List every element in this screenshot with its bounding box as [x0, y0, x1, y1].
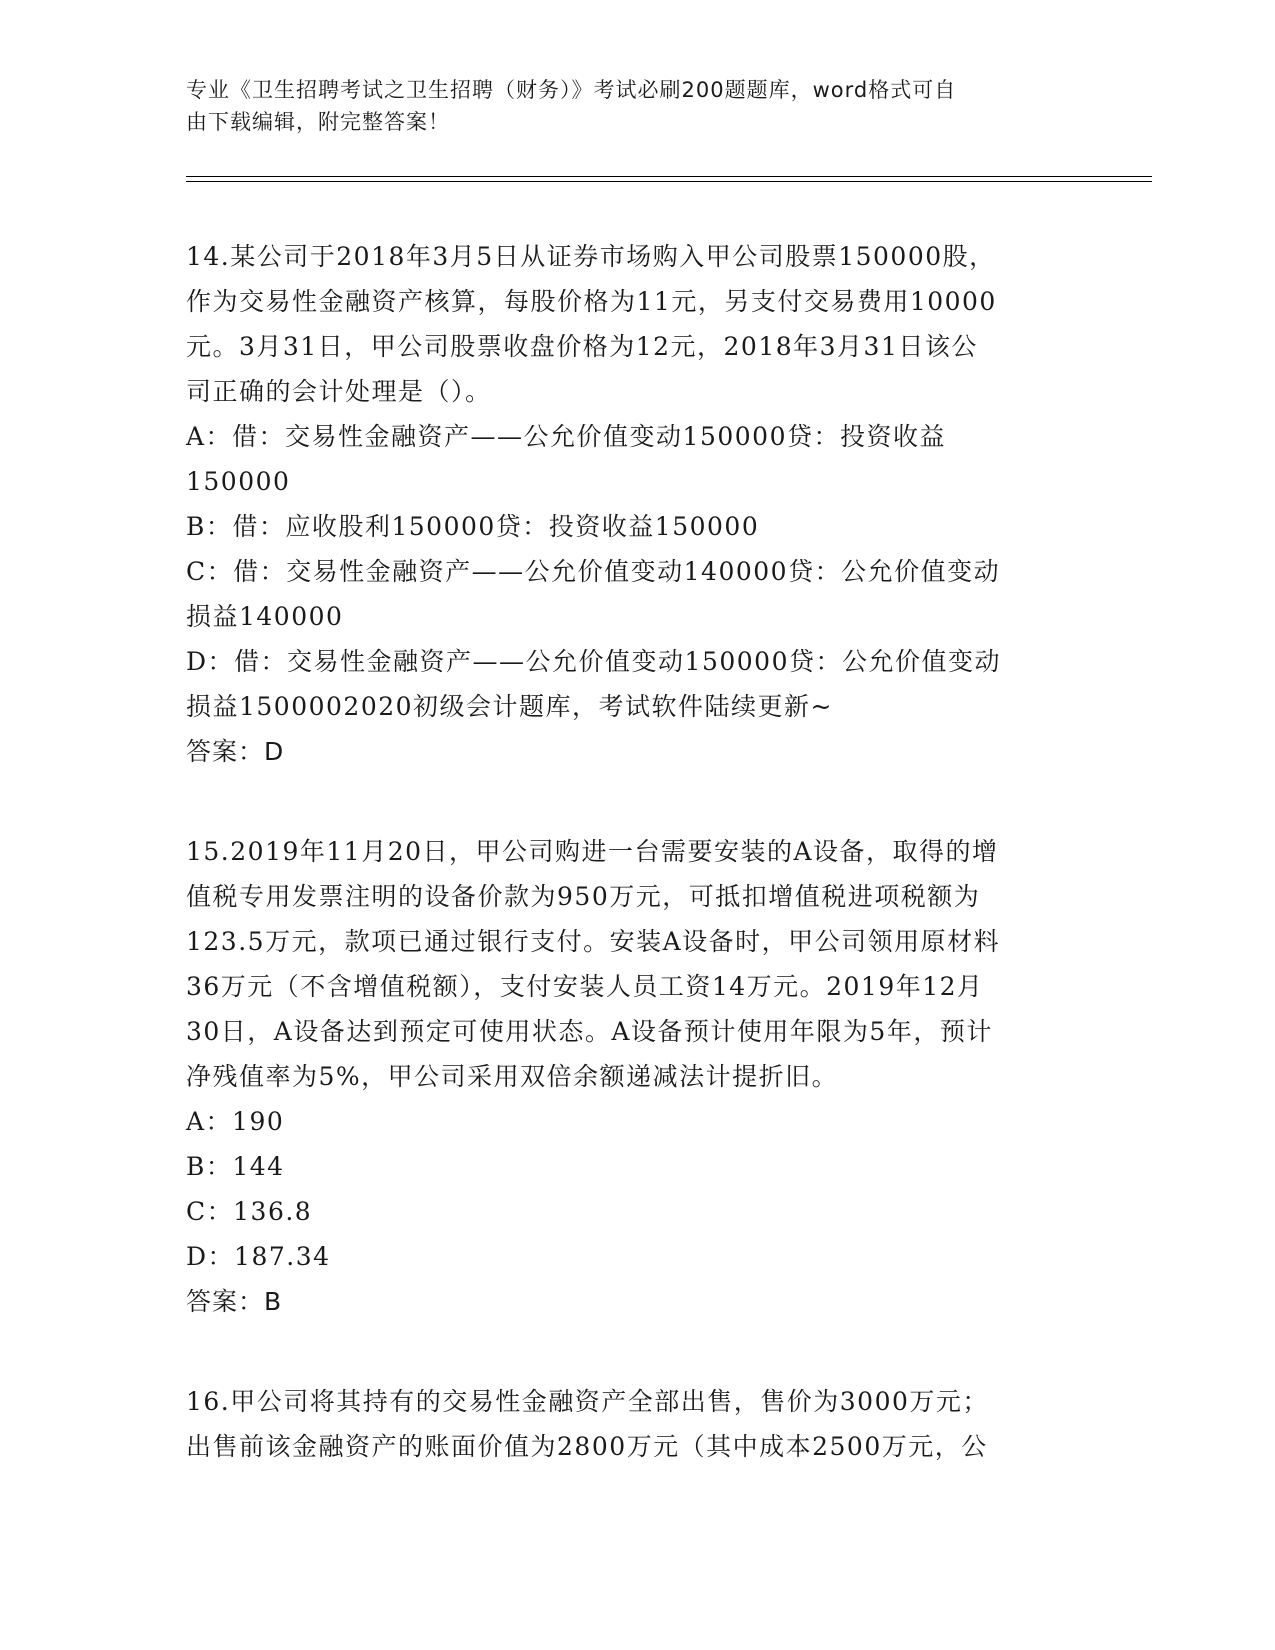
stem-line: 36万元（不含增值税额），支付安装人员工资14万元。2019年12月: [186, 972, 984, 1001]
header-line-1: 专业《卫生招聘考试之卫生招聘（财务）》考试必刷200题题库，word格式可自: [186, 78, 957, 102]
option-line: C：借：交易性金融资产——公允价值变动140000贷：公允价值变动: [186, 557, 1001, 586]
stem-line: 净残值率为5%，甲公司采用双倍余额递减法计提折旧。: [186, 1062, 839, 1091]
stem-line: 元。3月31日，甲公司股票收盘价格为12元，2018年3月31日该公: [186, 332, 978, 361]
option-line: D：187.34: [186, 1242, 331, 1271]
answer-label: 答案：B: [186, 1287, 283, 1316]
header-line-2: 由下载编辑，附完整答案！: [186, 110, 450, 134]
option-line: 损益1500002020初级会计题库，考试软件陆续更新~: [186, 692, 834, 721]
header-divider-bottom: [186, 181, 1152, 182]
option-list: [186, 1099, 1086, 1279]
answer-label: 答案：D: [186, 737, 285, 766]
option-line: 150000: [186, 467, 291, 496]
option-line: A：190: [186, 1107, 285, 1136]
question-stem: [186, 1379, 1086, 1469]
question-15: [186, 829, 1086, 1324]
question-stem: [186, 234, 1086, 414]
option-line: D：借：交易性金融资产——公允价值变动150000贷：公允价值变动: [186, 647, 1001, 676]
question-spacer: [186, 774, 1086, 829]
stem-line: 作为交易性金融资产核算，每股价格为11元，另支付交易费用10000: [186, 287, 997, 316]
option-line: 损益140000: [186, 602, 344, 631]
option-list: [186, 414, 1086, 729]
stem-line: 16.甲公司将其持有的交易性金融资产全部出售，售价为3000万元；: [186, 1387, 989, 1416]
question-list: [186, 234, 1086, 1469]
stem-line: 123.5万元，款项已通过银行支付。安装A设备时，甲公司领用原材料: [186, 927, 1001, 956]
option-line: B：借：应收股利150000贷：投资收益150000: [186, 512, 760, 541]
question-14: [186, 234, 1086, 774]
stem-line: 14.某公司于2018年3月5日从证券市场购入甲公司股票150000股，: [186, 242, 996, 271]
stem-line: 15.2019年11月20日，甲公司购进一台需要安装的A设备，取得的增: [186, 837, 999, 866]
option-line: A：借：交易性金融资产——公允价值变动150000贷：投资收益: [186, 422, 946, 451]
question-stem: [186, 829, 1086, 1099]
stem-line: 30日，A设备达到预定可使用状态。A设备预计使用年限为5年，预计: [186, 1017, 993, 1046]
header-divider-top: [186, 176, 1152, 177]
stem-line: 出售前该金融资产的账面价值为2800万元（其中成本2500万元，公: [186, 1432, 988, 1461]
option-line: C：136.8: [186, 1197, 313, 1226]
question-spacer: [186, 1324, 1086, 1379]
stem-line: 值税专用发票注明的设备价款为950万元，可抵扣增值税进项税额为: [186, 882, 981, 911]
option-line: B：144: [186, 1152, 285, 1181]
document-header: [186, 74, 1066, 138]
question-16: [186, 1379, 1086, 1469]
stem-line: 司正确的会计处理是（）。: [186, 377, 492, 406]
